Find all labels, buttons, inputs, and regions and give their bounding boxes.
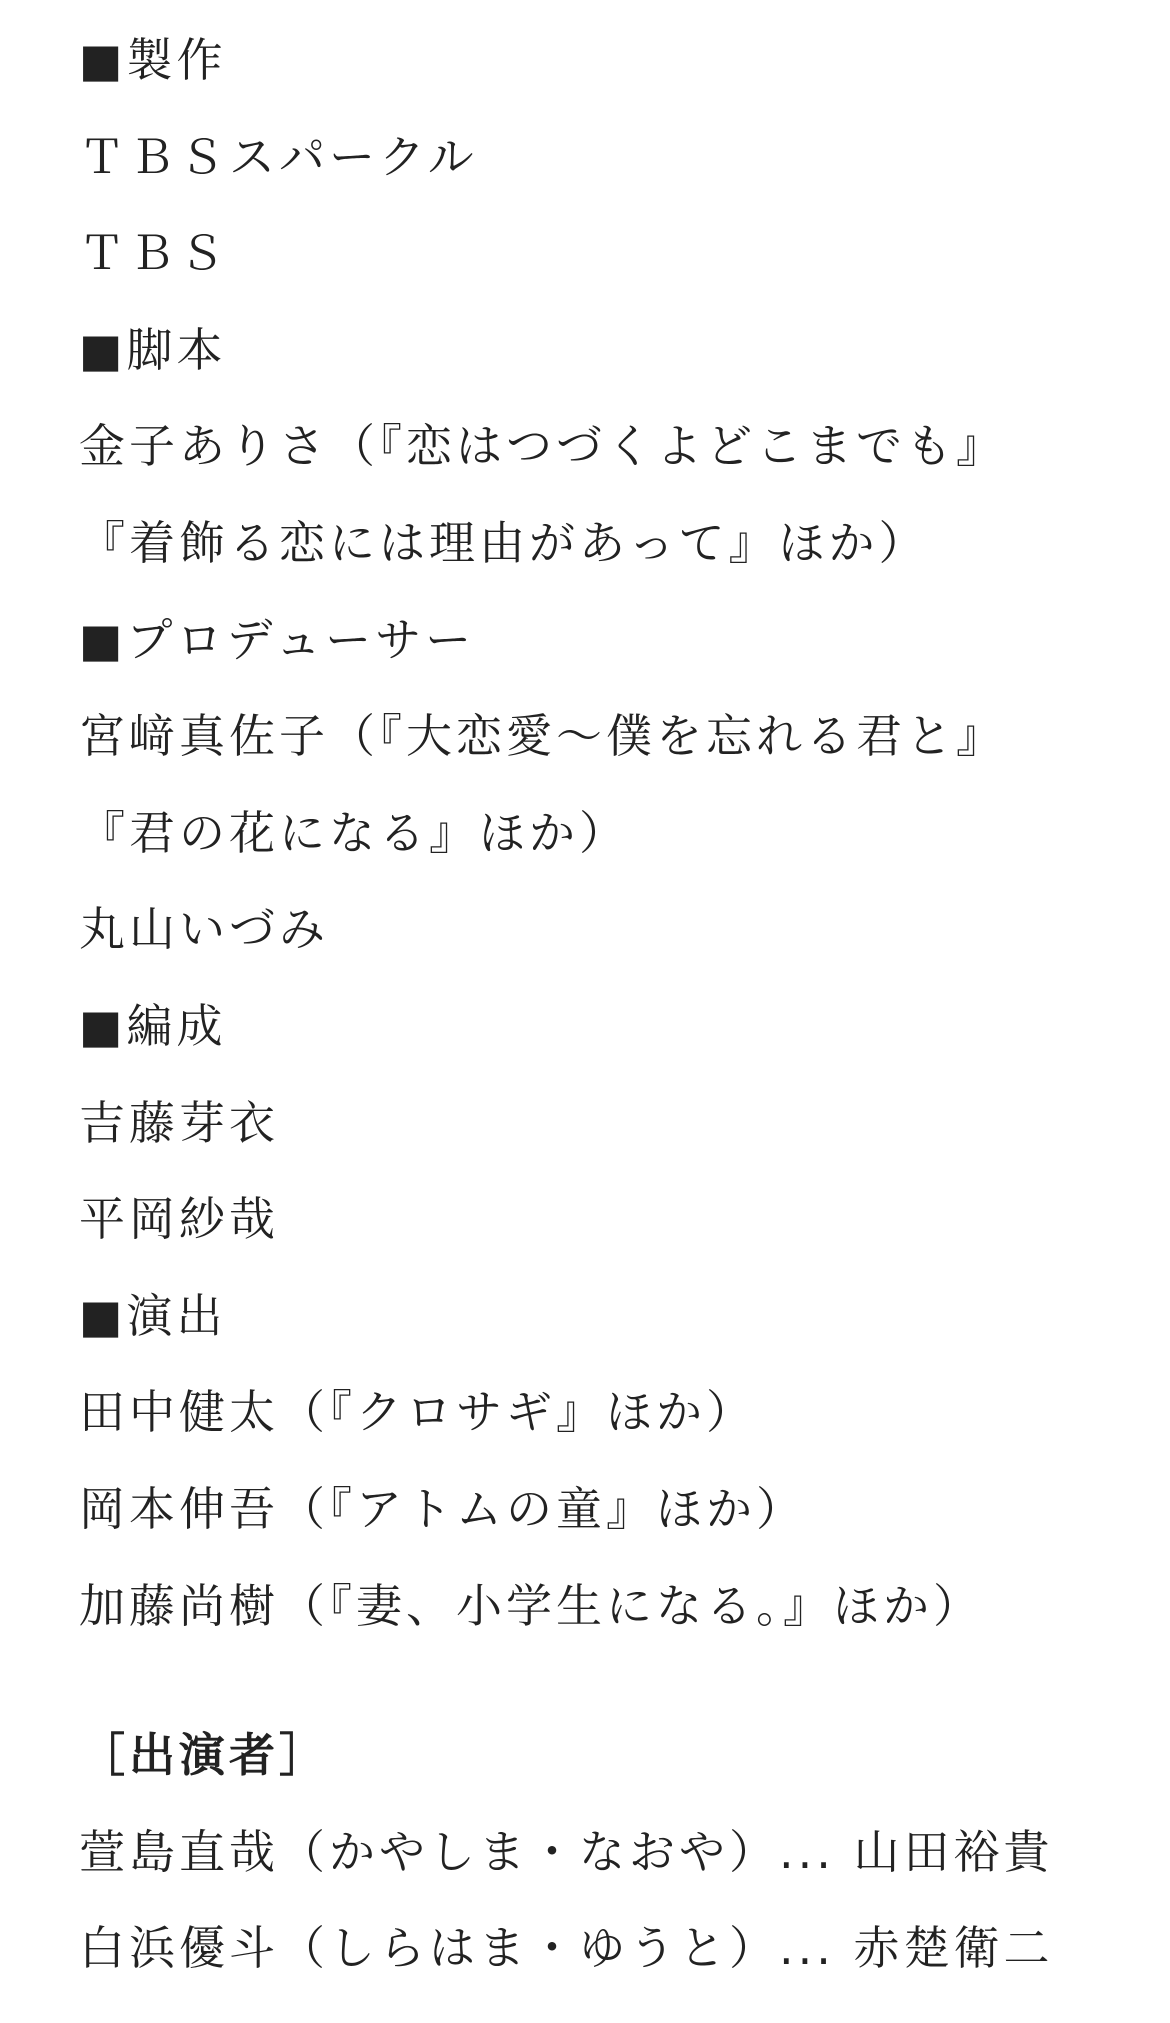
section-header-programming: ■編成: [79, 998, 227, 1053]
credit-line: ＴＢＳ: [79, 226, 229, 281]
cast-line: 白浜優斗（しらはま・ゆうと）... 赤楚衛二: [79, 1921, 1054, 1976]
credit-line: 『君の花になる』ほか）: [79, 805, 629, 860]
credit-line: 加藤尚樹（『妻、小学生になる。』ほか）: [79, 1578, 983, 1633]
credit-line: 平岡紗哉: [79, 1192, 279, 1247]
section-header-production: ■製作: [79, 33, 227, 87]
article-body: [79, 22, 1099, 2007]
credit-line: ＴＢＳスパークル: [79, 129, 478, 184]
cast-line: 萱島直哉（かやしま・なおや）... 山田裕貴: [79, 1824, 1054, 1879]
credit-line: 岡本伸吾（『アトムの童』ほか）: [79, 1481, 806, 1536]
credit-line: 丸山いづみ: [79, 902, 329, 957]
credit-line: 宮﨑真佐子（『大恋愛～僕を忘れる君と』: [79, 709, 1006, 764]
credit-line: 吉藤芽衣: [79, 1095, 279, 1150]
credit-line: 田中健太（『クロサギ』ほか）: [79, 1385, 756, 1440]
section-header-direction: ■演出: [79, 1288, 227, 1343]
section-header-screenplay: ■脚本: [79, 322, 227, 377]
credit-line: 『着飾る恋には理由があって』ほか）: [79, 515, 929, 570]
cast-heading: ［出演者］: [79, 1728, 329, 1783]
section-spacer: [79, 1664, 1099, 1717]
credit-line: 金子ありさ（『恋はつづくよどこまでも』: [79, 419, 1006, 474]
section-header-producer: ■プロデューサー: [79, 612, 476, 667]
